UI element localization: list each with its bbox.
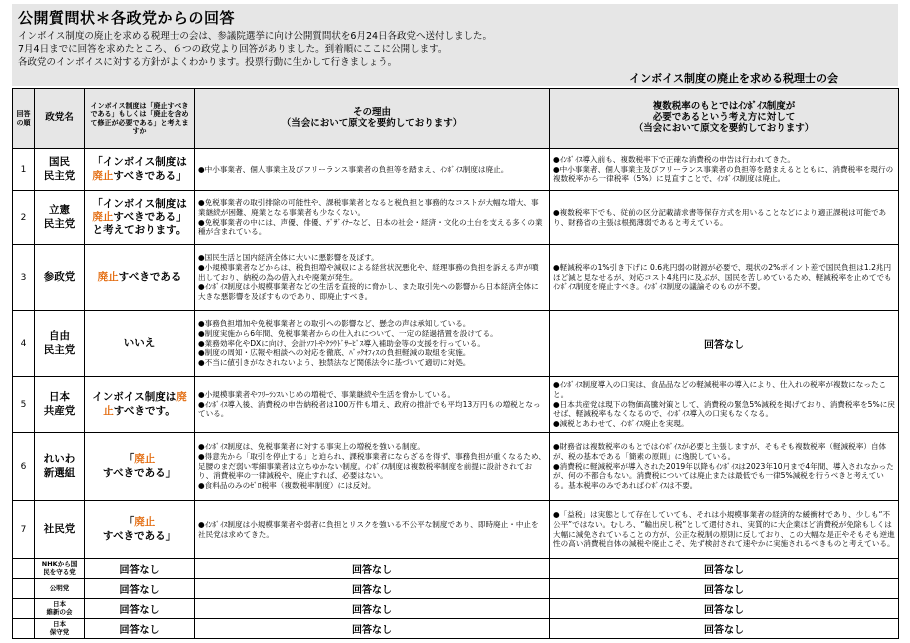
header-view-line: 必要であるという考え方に対して (652, 112, 796, 124)
reason-item: ●ｲﾝﾎﾞｲｽ導入後、消費税の申告納税者は100万件も増え、政府の推計でも平均13万円もの増税となっている。 (198, 399, 541, 419)
party-name-line: れいわ (43, 453, 76, 466)
no-answer-cell: 回答なし (195, 579, 550, 599)
party-name (35, 599, 85, 619)
stance-open: 「 (92, 156, 103, 169)
reason-cell (195, 311, 550, 377)
reason-cell (195, 433, 550, 501)
party-name-line: 保守党 (49, 627, 70, 636)
table-row (13, 501, 899, 559)
party-name-line: 民を守る党 (43, 567, 76, 576)
stance-cell (85, 311, 195, 377)
intro-line-3: 各政党のインボイスに対する方針がよくわかります。投票行動に生かして行きましょう。 (18, 57, 398, 68)
reason-cell (195, 149, 550, 191)
stance-highlight: 廃止 (92, 210, 114, 223)
stance-text: インボイス制度は (102, 197, 187, 210)
reason-item: ●不当に値引きがなされないよう、独禁法など関係法令に基づいて適切に対処。 (198, 358, 471, 368)
party-name (35, 559, 85, 579)
no-answer-cell: 回答なし (85, 599, 195, 619)
no-answer-cell: 回答なし (85, 579, 195, 599)
reason-item: ●制度の周知・広報や相談への対応を徹底、ﾊﾞｯｸｵﾌｨｽの負担軽減の取組を実施。 (198, 348, 471, 358)
reason-item: ●中小事業者、個人事業主及びフリーランス事業者の負担等を踏まえ、ｲﾝﾎﾞｲｽ制度は廃止。 (198, 164, 509, 174)
party-name-line: 日本 (49, 391, 70, 404)
view-item: ●ｲﾝﾎﾞｲｽ導入前も、複数税率下で正確な消費税の申告は行われてきた。 (553, 154, 796, 164)
header-reason (195, 89, 550, 149)
row-order-empty (13, 599, 35, 619)
header-reason-line: （当会において原文を要約しております） (281, 117, 463, 129)
party-name-line: 維新の会 (46, 607, 73, 616)
header-view-line: （当会において原文を要約しております） (633, 122, 815, 134)
party-name-line: 民主党 (43, 169, 76, 182)
page-title: 公開質問状＊各政党からの回答 (18, 9, 236, 27)
row-order-empty (13, 579, 35, 599)
organization-name: インボイス制度の廃止を求める税理士の会 (629, 72, 838, 85)
view-cell (550, 433, 899, 501)
party-name (35, 245, 85, 311)
view-item: ●中小事業者、個人事業主及びフリーランス事業者の負担等を踏まえるとともに、消費税率を現行の複数税率から一律税率（5%）に見直すことで、ｲﾝﾎﾞｲｽ制度は廃止。 (553, 164, 894, 184)
stance-highlight: 廃止 (97, 270, 119, 283)
stance-text: インボイス制度は (102, 156, 187, 169)
intro-line-2: 7月4日までに回答を求めたところ、６つの政党より回答がありました。到着順にここに公開します。 (18, 44, 448, 55)
answers-table-body (13, 149, 899, 639)
stance-text: すべきである (118, 270, 182, 283)
party-name-line: 自由 (49, 330, 70, 343)
stance-highlight: 廃止 (92, 169, 114, 182)
party-name-line: 日本 (53, 619, 66, 628)
reason-item: ●ｲﾝﾎﾞｲｽ制度は小規模事業者などの生活を直接的に脅かし、また取引先への影響から日本経済全体に大きな悪影響を及ぼすものであり、即廃止すべき。 (198, 282, 539, 302)
reason-item: ●免税事業者の中には、声優、俳優、ﾃﾞｻﾞｲﾅｰなど、日本の社会・経済・文化の土台を支える多くの業種が含まれている。 (198, 217, 543, 237)
view-cell (550, 377, 899, 433)
party-name-line: NHKから国 (41, 559, 78, 568)
stance-cell (85, 245, 195, 311)
table-row (13, 433, 899, 501)
row-order: 2 (13, 191, 35, 245)
reason-cell (195, 377, 550, 433)
reason-item: ●事務負担増加や免税事業者との取引への影響など、懸念の声は承知している。 (198, 319, 471, 329)
table-row-no-answer (13, 559, 899, 579)
table-row-no-answer (13, 619, 899, 639)
party-name (35, 501, 85, 559)
header-reason-line: その理由 (352, 106, 391, 118)
stance-open: 「 (123, 453, 135, 466)
table-row (13, 191, 899, 245)
row-order: 4 (13, 311, 35, 377)
party-name (35, 619, 85, 639)
reason-item: ●業務効率化やDXに向け、会計ｿﾌﾄやｸﾗｳﾄﾞｻｰﾋﾞｽ導入補助金等の支援を行っている。 (198, 338, 485, 348)
stance-cell (85, 191, 195, 245)
reason-item: ●食料品のみのｾﾞﾛ税率（複数税率制度）には反対。 (198, 481, 376, 491)
view-cell (550, 245, 899, 311)
party-name (35, 579, 85, 599)
view-item: ●ｲﾝﾎﾞｲｽ制度導入の口実は、食品品などの軽減税率の導入により、仕入れの税率が複数になったこと。 (553, 380, 887, 399)
party-name-line: 民主党 (43, 343, 76, 356)
stance-cell (85, 149, 195, 191)
intro-line-1: インボイス制度の廃止を求める税理士の会は、参議院選挙に向け公開質問状を6月24日各政党へ送付しました。 (18, 31, 493, 42)
header-party: 政党名 (35, 89, 85, 149)
stance-highlight: 廃止 (134, 516, 156, 529)
party-name-line: 社民党 (43, 522, 76, 535)
stance-highlight: 廃止 (103, 391, 187, 417)
table-row (13, 377, 899, 433)
header-view (550, 89, 899, 149)
no-answer-cell: 回答なし (85, 619, 195, 639)
stance-text: すべきです。 (113, 404, 176, 417)
no-answer-cell: 回答なし (550, 559, 899, 579)
no-answer-cell: 回答なし (550, 599, 899, 619)
view-item: ●軽減税率の1%引き下げに 0.6兆円弱の財源が必要で、現状の2%ポイント差で国民負担は1.2兆円ほど減と見なせるが、対応コスト4兆円に及ぶが、国民を苦しめているため、軽減税率を止めてでもｲﾝﾎﾞｲｽ制度を廃止すべき。ｲﾝﾎﾞｲｽ制度の議論そのものが不要。 (553, 262, 892, 292)
table-row (13, 311, 899, 377)
view-item: ●消費税に軽減税率が導入された2019年以降もｲﾝﾎﾞｲｽは2023年10月まで4年間、導入されなかったが、何の不都合もない。消費税については廃止または最低でも一律5%減税を行うべきと考えている。基本税率のみであればｲﾝﾎﾞｲｽは不要。 (553, 461, 894, 491)
party-name-line: 民主党 (43, 217, 76, 230)
party-name-line: 参政党 (43, 270, 76, 283)
reason-item: ●小規模事業者などからは、税負担増や減収による経営状況悪化や、経理事務の負担を訴える声が噴出しており、納税の為の借入れや廃業が発生。 (198, 262, 539, 282)
stance-highlight: 廃止 (134, 453, 156, 466)
party-name (35, 149, 85, 191)
row-order: 7 (13, 501, 35, 559)
table-row-no-answer (13, 579, 899, 599)
no-answer-cell: 回答なし (85, 559, 195, 579)
view-item: ●「益税」は実態として存在していても、それは小規模事業者の経済的な緩衝材であり、少しも“不公平”ではない。むしろ、“輸出戻し税”として還付され、実質的に大企業ほど消費税が免除もしくは大幅に減免されていることの方が、公正な税制の原則に反しており、この大幅な是正やそもそも逆進性の高い消費税自体の減税や廃止こそ、先ず検討されて速やかに実施されるべきものと考えている。 (553, 510, 895, 549)
view-cell (550, 501, 899, 559)
row-order: 1 (13, 149, 35, 191)
reason-item: ●得意先から「取引を停止する」と迫られ、課税事業者にならざるを得ず、事務負担が重くなるため、足腰のまだ弱い零細事業者は立ちゆかない制度。ｲﾝﾎﾞｲｽ制度は複数税率制度を前提に設計されており、消費税率の一律減税や、廃止すれば、必要はない。 (198, 451, 546, 481)
row-order: 5 (13, 377, 35, 433)
stance-open: 「 (123, 516, 135, 529)
stance-text: すべきである」 (102, 466, 177, 479)
view-cell (550, 191, 899, 245)
stance-text: すべきである」と考えております。 (92, 210, 187, 237)
stance-cell (85, 501, 195, 559)
stance-text: いいえ (123, 336, 156, 349)
no-answer-cell: 回答なし (550, 579, 899, 599)
reason-cell (195, 245, 550, 311)
reason-item: ●制度実施から6年間、免税事業者からの仕入れについて、一定の経過措置を設けてる。 (198, 328, 498, 338)
reason-item: ●小規模事業者やﾌﾘｰﾗﾝｽいじめの増税で、事業継続や生活を脅かしている。 (198, 389, 456, 399)
no-answer-cell: 回答なし (195, 559, 550, 579)
table-row (13, 245, 899, 311)
reason-cell (195, 191, 550, 245)
row-order-empty (13, 559, 35, 579)
reason-item: ●ｲﾝﾎﾞｲｽ制度は小規模事業者や弱者に負担とリスクを強いる不公平な制度であり、即時廃止・中止を社民党は求めてきた。 (198, 519, 539, 539)
stance-text: インボイス制度は (92, 391, 177, 404)
stance-text: すべきである」 (102, 529, 177, 542)
party-name (35, 377, 85, 433)
party-name-line: 国民 (49, 156, 70, 169)
reason-cell (195, 501, 550, 559)
stance-cell (85, 377, 195, 433)
stance-cell (85, 433, 195, 501)
view-item: ●日本共産党は現下の物価高騰対策として、消費税の緊急5%減税を掲げており、消費税率を5%に戻せば、軽減税率もなくなるので、ｲﾝﾎﾞｲｽ導入の口実もなくなる。 (553, 399, 895, 419)
header-view-line: 複数税率のもとではｲﾝﾎﾞｲｽ制度が (652, 101, 796, 113)
table-row-no-answer (13, 599, 899, 619)
party-name (35, 311, 85, 377)
party-name-line: 共産党 (43, 404, 76, 417)
row-order: 6 (13, 433, 35, 501)
row-order: 3 (13, 245, 35, 311)
page-header (12, 4, 898, 86)
party-name-line: 立憲 (49, 204, 70, 217)
party-name-line: 公明党 (49, 583, 70, 592)
reason-item: ●国民生活と国内経済全体に大いに悪影響を及ぼす。 (198, 253, 379, 263)
reason-item: ●免税事業者の取引排除の可能性や、課税事業者となると税負担と事務的なコストが大幅な増大、事業継続が困難、廃業となる事業者も少なくない。 (198, 198, 539, 217)
row-order-empty (13, 619, 35, 639)
party-name (35, 191, 85, 245)
party-name-line: 日本 (53, 599, 66, 608)
answers-table (12, 88, 899, 639)
header-stance: インボイス制度は「廃止すべきである」もしくは「廃止を含めて修正が必要である」と考えますか (85, 89, 195, 149)
header-order: 回答の順 (13, 89, 35, 149)
view-no-answer: 回答なし (550, 311, 899, 377)
no-answer-cell: 回答なし (195, 599, 550, 619)
no-answer-cell: 回答なし (550, 619, 899, 639)
view-item: ●財務省は複数税率のもとではｲﾝﾎﾞｲｽが必要と主張しますが、そもそも複数税率（軽減税率）自体が、税の基本である「簡素の原則」に逸脱している。 (553, 442, 887, 461)
table-row (13, 149, 899, 191)
no-answer-cell: 回答なし (195, 619, 550, 639)
stance-text: すべきである」 (113, 169, 187, 182)
stance-open: 「 (92, 197, 103, 210)
view-item: ●複数税率下でも、従前の区分記載請求書等保存方式を用いることなどにより適正課税は可能であり、財務省の主張は根拠薄弱であると考えている。 (553, 207, 887, 227)
party-name (35, 433, 85, 501)
view-cell (550, 149, 899, 191)
reason-item: ●ｲﾝﾎﾞｲｽ制度は、免税事業者に対する事実上の増税を強いる制度。 (198, 442, 425, 452)
view-item: ●減税とあわせて、ｲﾝﾎﾞｲｽ廃止を実現。 (553, 419, 689, 429)
party-name-line: 新選組 (43, 466, 76, 479)
